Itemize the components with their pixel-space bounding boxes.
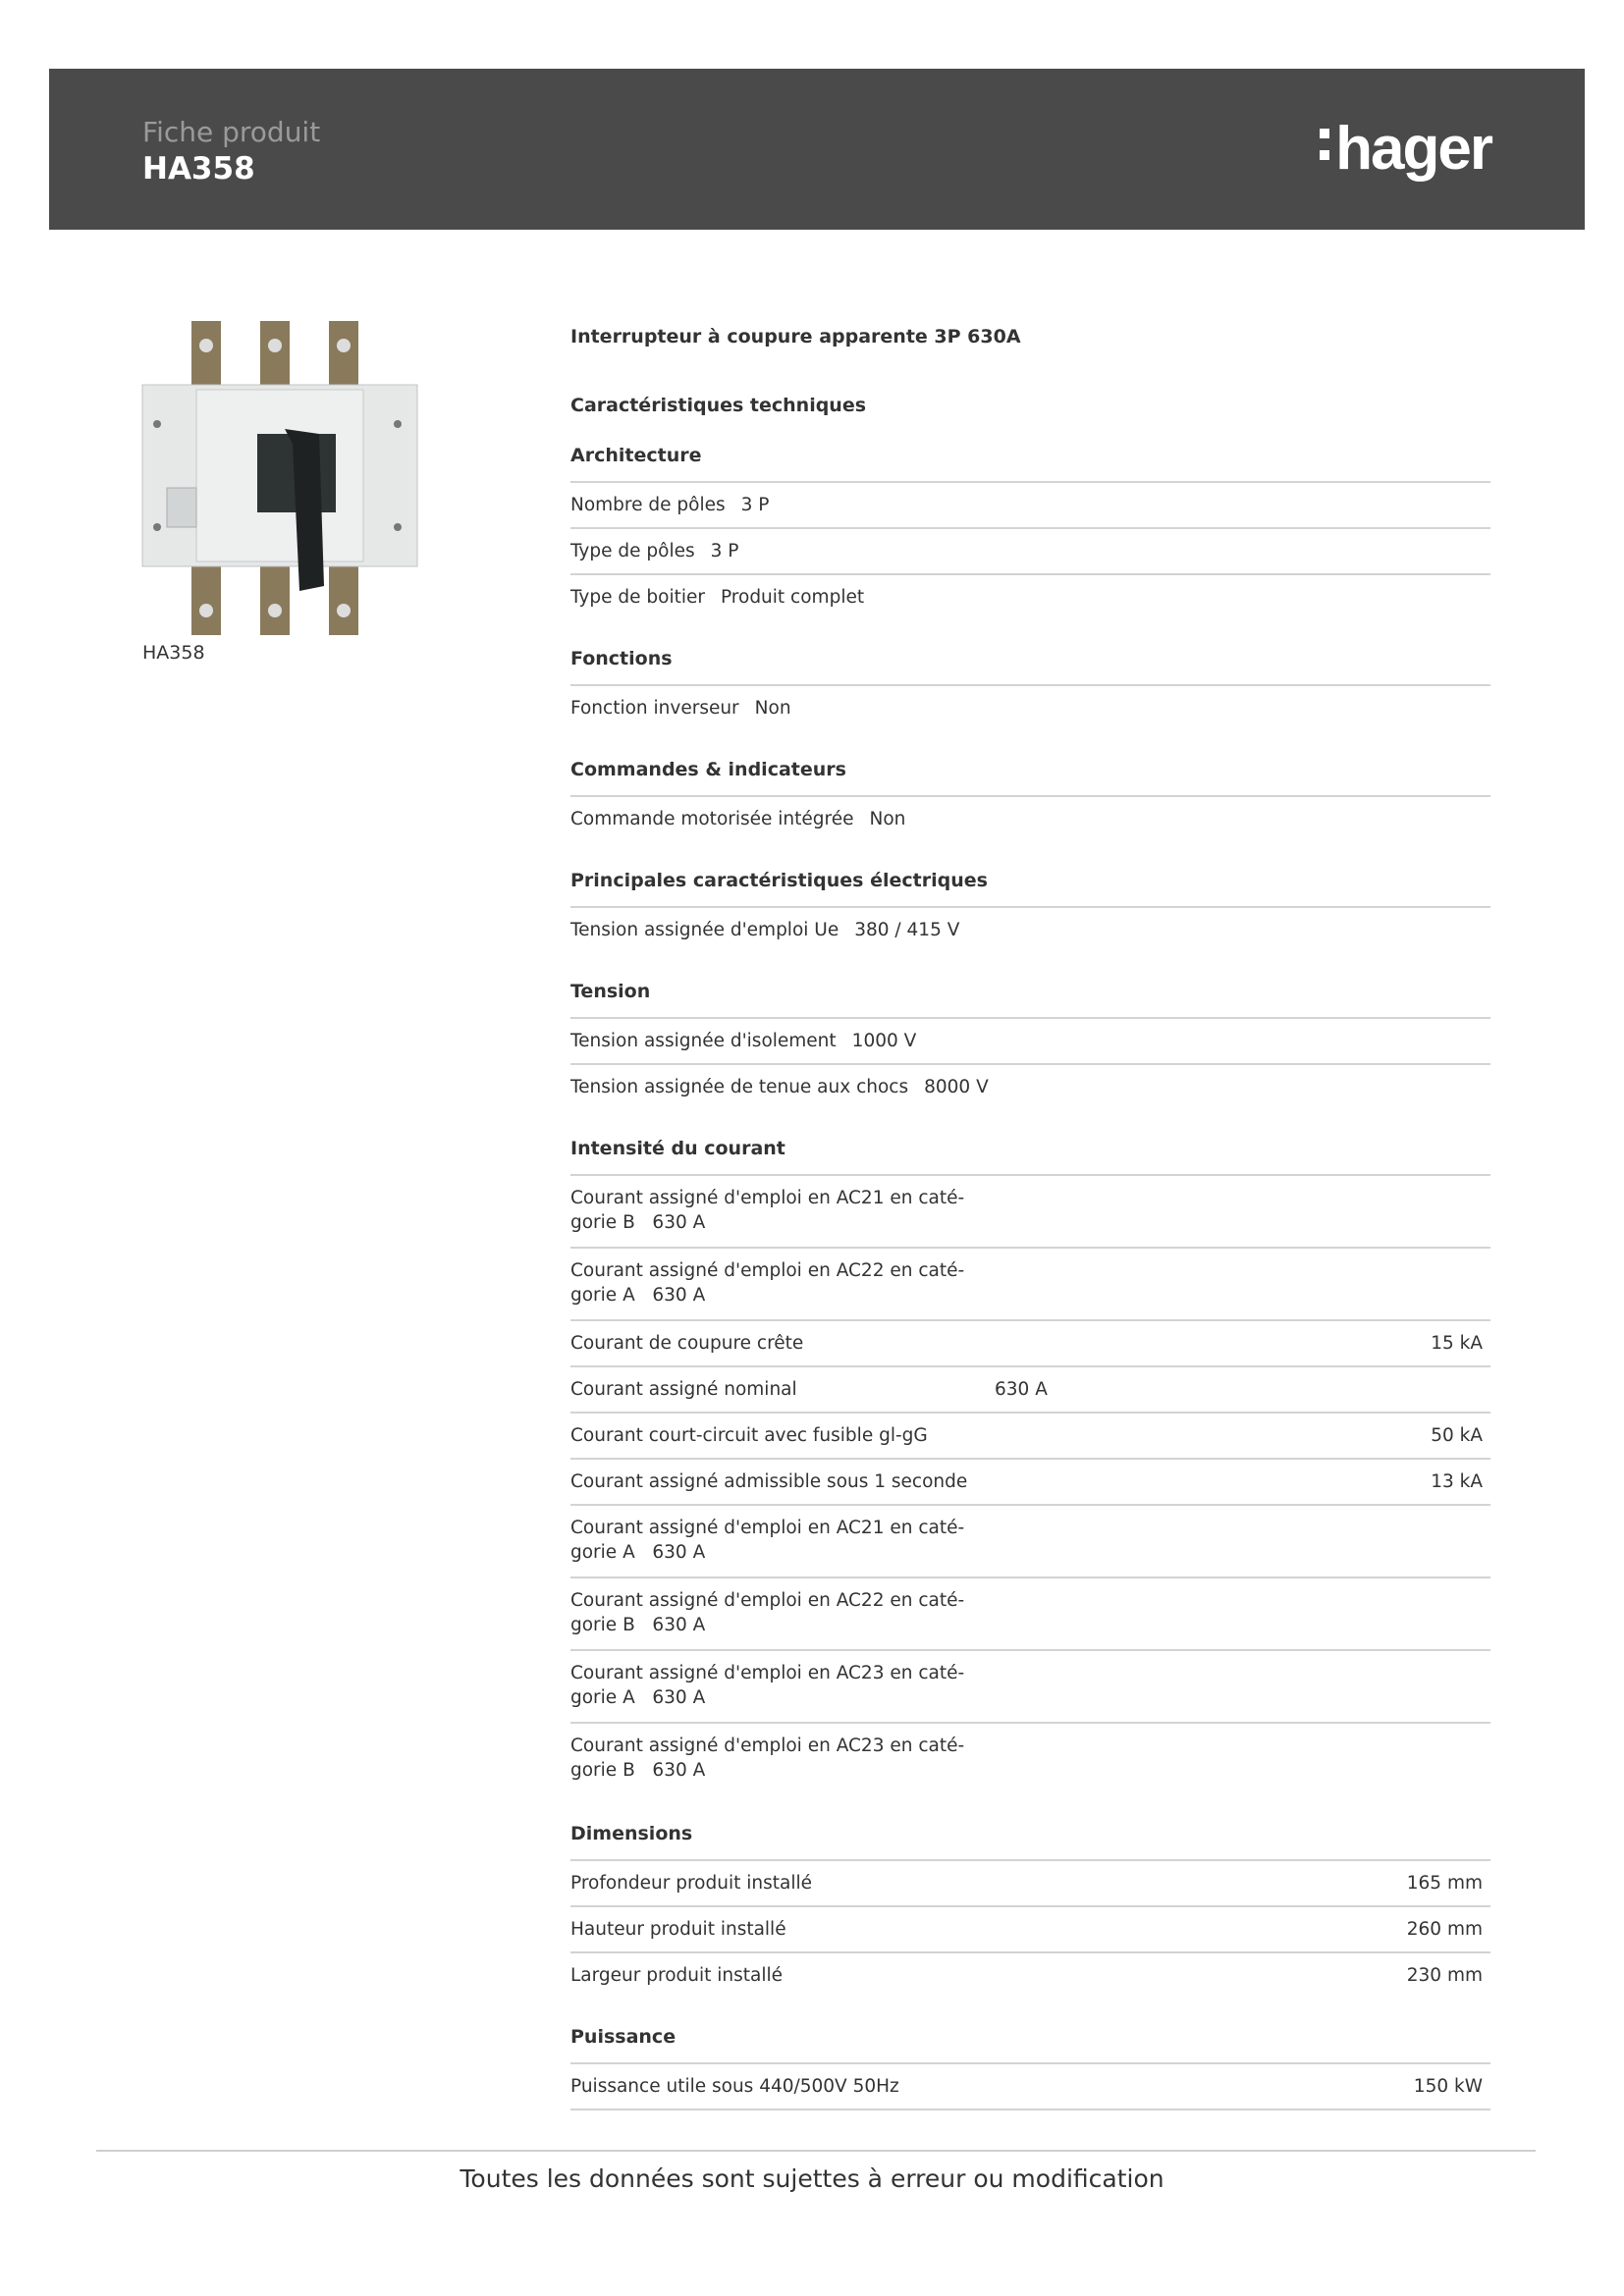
section-title: Tension	[570, 980, 1490, 1019]
spec-row: Nombre de pôles 3 P	[570, 483, 1490, 529]
section-title: Architecture	[570, 444, 1490, 483]
hager-logo: hager	[1320, 114, 1491, 184]
section-tension	[570, 980, 1490, 1109]
footer-disclaimer: Toutes les données sont sujettes à erreur ou modification	[460, 2164, 1164, 2193]
spec-row: Courant court-circuit avec fusible gl-gG 50 kA	[570, 1414, 1490, 1460]
spec-row: Fonction inverseur Non	[570, 698, 791, 719]
section-commandes	[570, 758, 1490, 841]
spec-row: Courant assigné admissible sous 1 seconde 13 kA	[570, 1460, 1490, 1506]
spec-row: Courant assigné d'emploi en AC21 en caté- gorie B 630 A	[570, 1176, 1490, 1249]
section-dimensions	[570, 1822, 1490, 1998]
image-caption: HA358	[142, 642, 205, 664]
spec-row: Type de pôles 3 P	[570, 529, 1490, 575]
spec-row: Courant assigné d'emploi en AC23 en caté- gorie A 630 A	[570, 1651, 1490, 1724]
page-header	[49, 69, 1585, 230]
section-title: Fonctions	[570, 647, 1490, 686]
spec-row: Profondeur produit installé 165 mm	[570, 1861, 1490, 1907]
product-title: Interrupteur à coupure apparente 3P 630A	[570, 326, 1021, 347]
spec-row: Courant assigné nominal 630 A	[570, 1367, 1490, 1414]
spec-row: Type de boitier Produit complet	[570, 587, 865, 608]
section-fonctions	[570, 647, 1490, 730]
spec-row: Courant assigné d'emploi en AC22 en caté- gorie B 630 A	[570, 1578, 1490, 1651]
section-title: Intensité du courant	[570, 1137, 1490, 1176]
document-type: Fiche produit	[142, 116, 321, 148]
logo-dots-icon	[1320, 129, 1331, 172]
spec-row: Tension assignée de tenue aux chocs 8000 V	[570, 1077, 989, 1097]
product-code: HA358	[142, 151, 255, 187]
spec-row: Tension assignée d'emploi Ue 380 / 415 V	[570, 920, 960, 940]
spec-row: Courant assigné d'emploi en AC21 en caté- gorie A 630 A	[570, 1506, 1490, 1578]
spec-row: Tension assignée d'isolement 1000 V	[570, 1019, 1490, 1065]
spec-row: Commande motorisée intégrée Non	[570, 809, 906, 829]
product-specs	[570, 324, 1490, 2110]
section-title: Principales caractéristiques électriques	[570, 869, 1490, 908]
footer-divider	[96, 2150, 1536, 2152]
section-title: Puissance	[570, 2025, 1490, 2064]
section-electriques	[570, 869, 1490, 952]
section-title: Dimensions	[570, 1822, 1490, 1861]
section-puissance	[570, 2025, 1490, 2110]
tech-specs-title: Caractéristiques techniques	[570, 395, 867, 416]
section-title: Commandes & indicateurs	[570, 758, 1490, 797]
product-image	[137, 316, 422, 640]
spec-row: Largeur produit installé 230 mm	[570, 1965, 1483, 1986]
spec-row: Courant de coupure crête 15 kA	[570, 1321, 1490, 1367]
spec-row: Courant assigné d'emploi en AC22 en caté- gorie A 630 A	[570, 1249, 1490, 1321]
spec-row: Puissance utile sous 440/500V 50Hz 150 kW	[570, 2064, 1490, 2110]
spec-row: Hauteur produit installé 260 mm	[570, 1907, 1490, 1953]
spec-row: Courant assigné d'emploi en AC23 en caté- gorie B 630 A	[570, 1735, 965, 1781]
section-intensite	[570, 1137, 1490, 1794]
section-architecture	[570, 444, 1490, 619]
